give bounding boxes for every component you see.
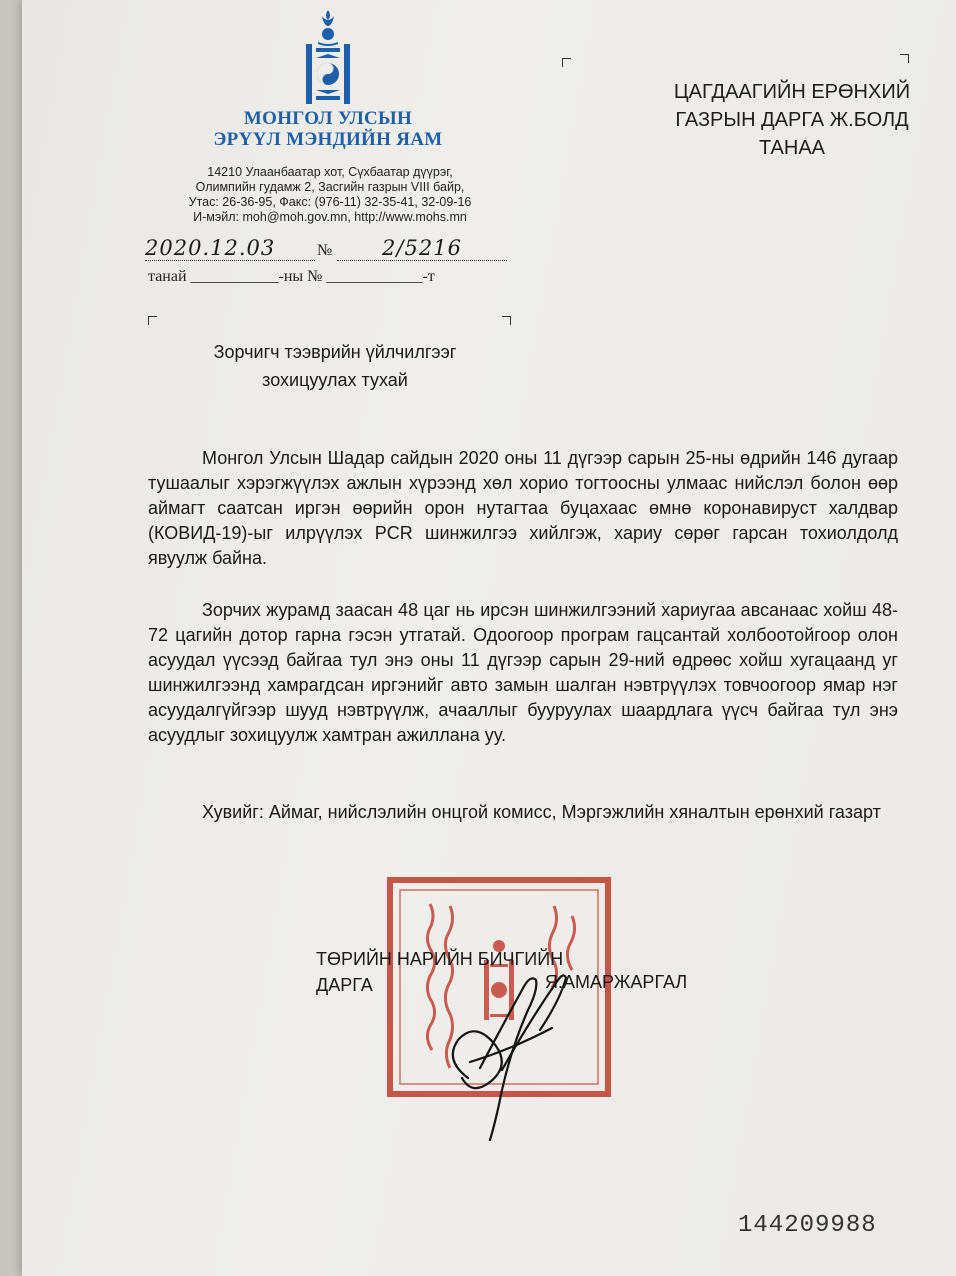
ministry-name-line1: МОНГОЛ УЛСЫН — [243, 108, 413, 129]
address-line: Утас: 26-36-95, Факс: (976-11) 32-35-41, 32-09-16 — [188, 195, 472, 209]
number-label: № — [317, 242, 333, 259]
letter-subject — [200, 338, 470, 394]
body-paragraph-1: Монгол Улсын Шадар сайдын 2020 оны 11 дүгээр сарын 25-ны өдрийн 146 дугаар тушаалыг хэрэгжүүлэх ажлын хүрээнд хөл хорио тогтоосны улмаас нийслэл болон өөр аймагт саатсан иргэн өөрийн орон нутагтаа буцахаас өмнө коронавируст халдвар (КОВИД-19)-ыг илрүүлэх PCR шинжилгээ хийлгэж, хариу сөрөг гарсан тохиолдолд явуулж байна. — [148, 448, 898, 568]
corner-mark — [900, 54, 909, 63]
address-line: И-мэйл: moh@moh.gov.mn, http://www.mohs.mn — [193, 210, 467, 224]
registration-number: 144209988 — [738, 1212, 877, 1239]
ministry-address — [160, 165, 500, 225]
subject-line: Зорчигч тээврийн үйлчилгээг — [213, 342, 457, 362]
address-line: Олимпийн гудамж 2, Засгийн газрын VIII байр, — [195, 180, 465, 194]
letter-date: 2020.12.03 — [145, 236, 315, 261]
ministry-name-line2: ЭРҮҮЛ МЭНДИЙН ЯАМ — [213, 129, 443, 150]
signer-name: Я.АМАРЖАРГАЛ — [545, 972, 688, 992]
corner-mark — [562, 58, 571, 67]
recipient-line: ГАЗРЫН ДАРГА Ж.БОЛД — [675, 109, 909, 131]
copy-to-paragraph: Хувийг: Аймаг, нийслэлийн онцгой комисс, Мэргэжлийн хяналтын ерөнхий газарт — [202, 802, 881, 822]
soyombo-emblem-icon — [302, 8, 354, 108]
ministry-name — [200, 108, 456, 150]
body-paragraph-2: Зорчих журамд заасан 48 цаг нь ирсэн шинжилгээний хариугаа авсанаас хойш 48-72 цагийн дотор гарна гэсэн утгатай. Одоогоор програм гацсантай холбоотойгоор олон асуудал үүсээд байгаа тул энэ оны 11 дүгээр сарын 29-ний өдрөөс хойш хугацаанд уг шинжилгээнд хамрагдсан иргэнийг авто замын шалган нэвтрүүлэх товчоогоор ямар нэг асуудалгүйгээр шууд нэвтрүүлж, ачааллыг бууруулах шаардлага үүсч байгаа тул энэ асуудлыг зохицуулж хамтран ажиллана уу. — [148, 600, 898, 745]
signer-title-line: ДАРГА — [316, 975, 373, 995]
subject-line: зохицуулах тухай — [262, 370, 408, 390]
recipient-block — [660, 78, 924, 162]
recipient-line: ЦАГДААГИЙН ЕРӨНХИЙ — [673, 81, 911, 103]
signature-scribble — [440, 950, 590, 1150]
date-number-row — [145, 236, 515, 266]
reference-line: танай ___________-ны № ____________-т — [148, 268, 435, 285]
address-line: 14210 Улаанбаатар хот, Сүхбаатар дүүрэг, — [207, 165, 453, 179]
corner-mark — [502, 316, 511, 325]
corner-mark — [148, 316, 157, 325]
letter-number: 2/5216 — [337, 236, 507, 261]
signer-title-line: ТӨРИЙН НАРИЙН БИЧГИЙН — [316, 949, 564, 969]
recipient-line: ТАНАА — [758, 137, 825, 159]
